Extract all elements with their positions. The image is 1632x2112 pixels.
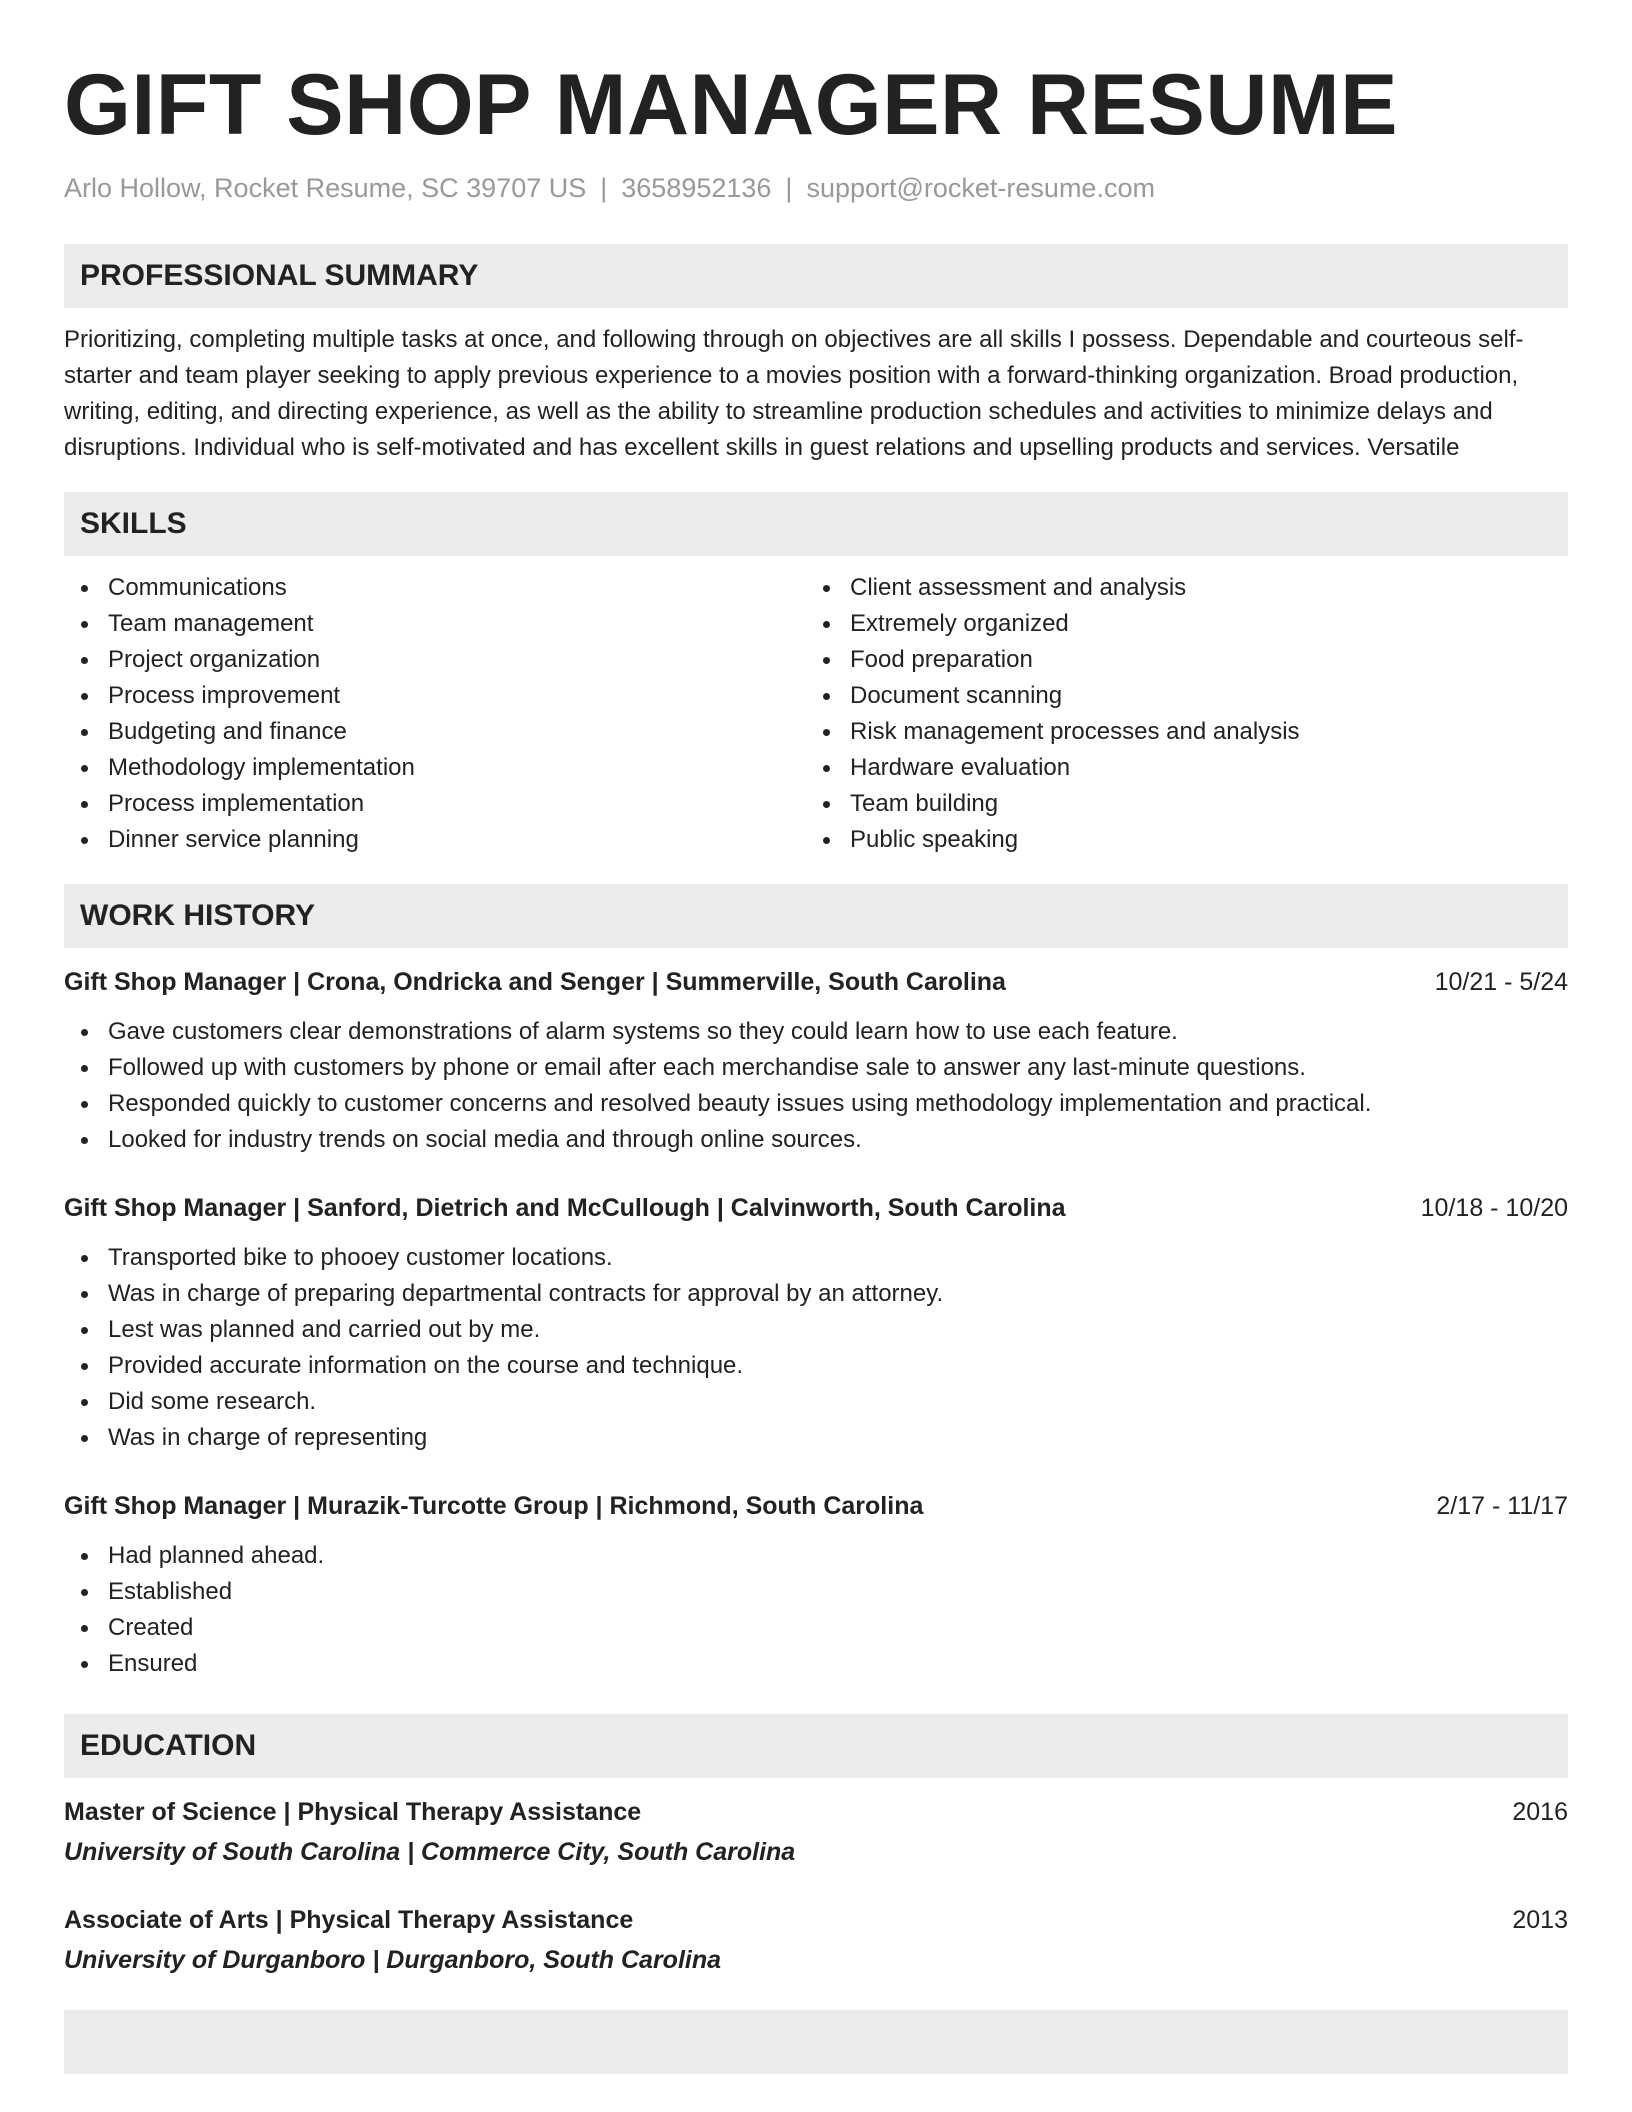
summary-text: Prioritizing, completing multiple tasks at once, and following through on objectives are all skills I possess. Dependable and courteous self-starter and team player seeking to apply previous experience to a movies position with a forward-thinking organization. Broad production, writing, editing, and directing experience, as well as the ability to streamline production schedules and activities to minimize delays and disruptions. Individual who is self-motivated and has excellent skills in guest relations and upselling products and services. Versatile: [64, 326, 1524, 461]
job-bullet: Ensured: [64, 1646, 1568, 1682]
skills-column-left: [64, 570, 806, 858]
skill-item: Process improvement: [64, 678, 806, 714]
job-bullets: [64, 1538, 1568, 1682]
contact-address: Arlo Hollow, Rocket Resume, SC 39707 US: [64, 173, 587, 203]
education-entry: [64, 1902, 1568, 1978]
education-degree: Associate of Arts | Physical Therapy Assistance: [64, 1906, 634, 1934]
skill-item: Hardware evaluation: [806, 750, 1548, 786]
section-header-summary: PROFESSIONAL SUMMARY: [64, 244, 1568, 308]
education-header: [64, 1794, 1568, 1830]
job-bullet: Lest was planned and carried out by me.: [64, 1312, 1568, 1348]
education-entry: [64, 1794, 1568, 1870]
education-header: [64, 1902, 1568, 1938]
job-bullet: Created: [64, 1610, 1568, 1646]
education-degree: Master of Science | Physical Therapy Assistance: [64, 1798, 642, 1826]
job-dates: 10/21 - 5/24: [1434, 968, 1568, 996]
job-bullet: Was in charge of representing: [64, 1420, 1568, 1456]
section-header-skills: SKILLS: [64, 492, 1568, 556]
contact-phone: 3658952136: [621, 173, 772, 203]
education-year: 2013: [1512, 1906, 1568, 1934]
job-title: Gift Shop Manager | Crona, Ondricka and Senger | Summerville, South Carolina: [64, 968, 1006, 996]
job-bullet: Responded quickly to customer concerns and resolved beauty issues using methodology implementation and practical.: [64, 1086, 1568, 1122]
job-header: [64, 964, 1568, 1000]
job-bullet: Gave customers clear demonstrations of alarm systems so they could learn how to use each feature.: [64, 1014, 1568, 1050]
section-header-next: [64, 2010, 1568, 2074]
skill-item: Communications: [64, 570, 806, 606]
job-bullet: Followed up with customers by phone or email after each merchandise sale to answer any last-minute questions.: [64, 1050, 1568, 1086]
education-year: 2016: [1512, 1798, 1568, 1826]
job-bullet: Did some research.: [64, 1384, 1568, 1420]
contact-email: support@rocket-resume.com: [806, 173, 1155, 203]
job-bullet: Transported bike to phooey customer locations.: [64, 1240, 1568, 1276]
job-dates: 10/18 - 10/20: [1420, 1194, 1568, 1222]
skill-item: Risk management processes and analysis: [806, 714, 1548, 750]
skill-item: Team management: [64, 606, 806, 642]
section-header-education: EDUCATION: [64, 1714, 1568, 1778]
skill-item: Document scanning: [806, 678, 1548, 714]
job-title: Gift Shop Manager | Murazik-Turcotte Group | Richmond, South Carolina: [64, 1492, 924, 1520]
job-bullets: [64, 1240, 1568, 1456]
job-entry: [64, 964, 1568, 1158]
job-header: [64, 1190, 1568, 1226]
job-entry: [64, 1488, 1568, 1682]
education-school: University of South Carolina | Commerce City, South Carolina: [64, 1838, 796, 1866]
skill-item: Dinner service planning: [64, 822, 806, 858]
section-header-work: WORK HISTORY: [64, 884, 1568, 948]
skill-item: Extremely organized: [806, 606, 1548, 642]
job-header: [64, 1488, 1568, 1524]
job-bullet: Established: [64, 1574, 1568, 1610]
skill-item: Budgeting and finance: [64, 714, 806, 750]
skill-item: Public speaking: [806, 822, 1548, 858]
job-dates: 2/17 - 11/17: [1436, 1492, 1568, 1520]
job-title: Gift Shop Manager | Sanford, Dietrich and McCullough | Calvinworth, South Carolina: [64, 1194, 1066, 1222]
job-bullet: Provided accurate information on the course and technique.: [64, 1348, 1568, 1384]
skill-item: Process implementation: [64, 786, 806, 822]
contact-separator: |: [600, 173, 608, 203]
resume-page: [64, 0, 1568, 2074]
skill-item: Food preparation: [806, 642, 1548, 678]
job-entry: [64, 1190, 1568, 1456]
skills-list: [64, 570, 1568, 858]
skills-column-right: [806, 570, 1548, 858]
skill-item: Project organization: [64, 642, 806, 678]
skill-item: Team building: [806, 786, 1548, 822]
resume-title: GIFT SHOP MANAGER RESUME: [64, 57, 1398, 153]
job-bullets: [64, 1014, 1568, 1158]
contact-line: [64, 170, 1568, 206]
contact-separator: |: [785, 173, 793, 203]
skill-item: Methodology implementation: [64, 750, 806, 786]
job-bullet: Looked for industry trends on social media and through online sources.: [64, 1122, 1568, 1158]
skill-item: Client assessment and analysis: [806, 570, 1548, 606]
job-bullet: Was in charge of preparing departmental contracts for approval by an attorney.: [64, 1276, 1568, 1312]
education-school: University of Durganboro | Durganboro, South Carolina: [64, 1946, 722, 1974]
job-bullet: Had planned ahead.: [64, 1538, 1568, 1574]
